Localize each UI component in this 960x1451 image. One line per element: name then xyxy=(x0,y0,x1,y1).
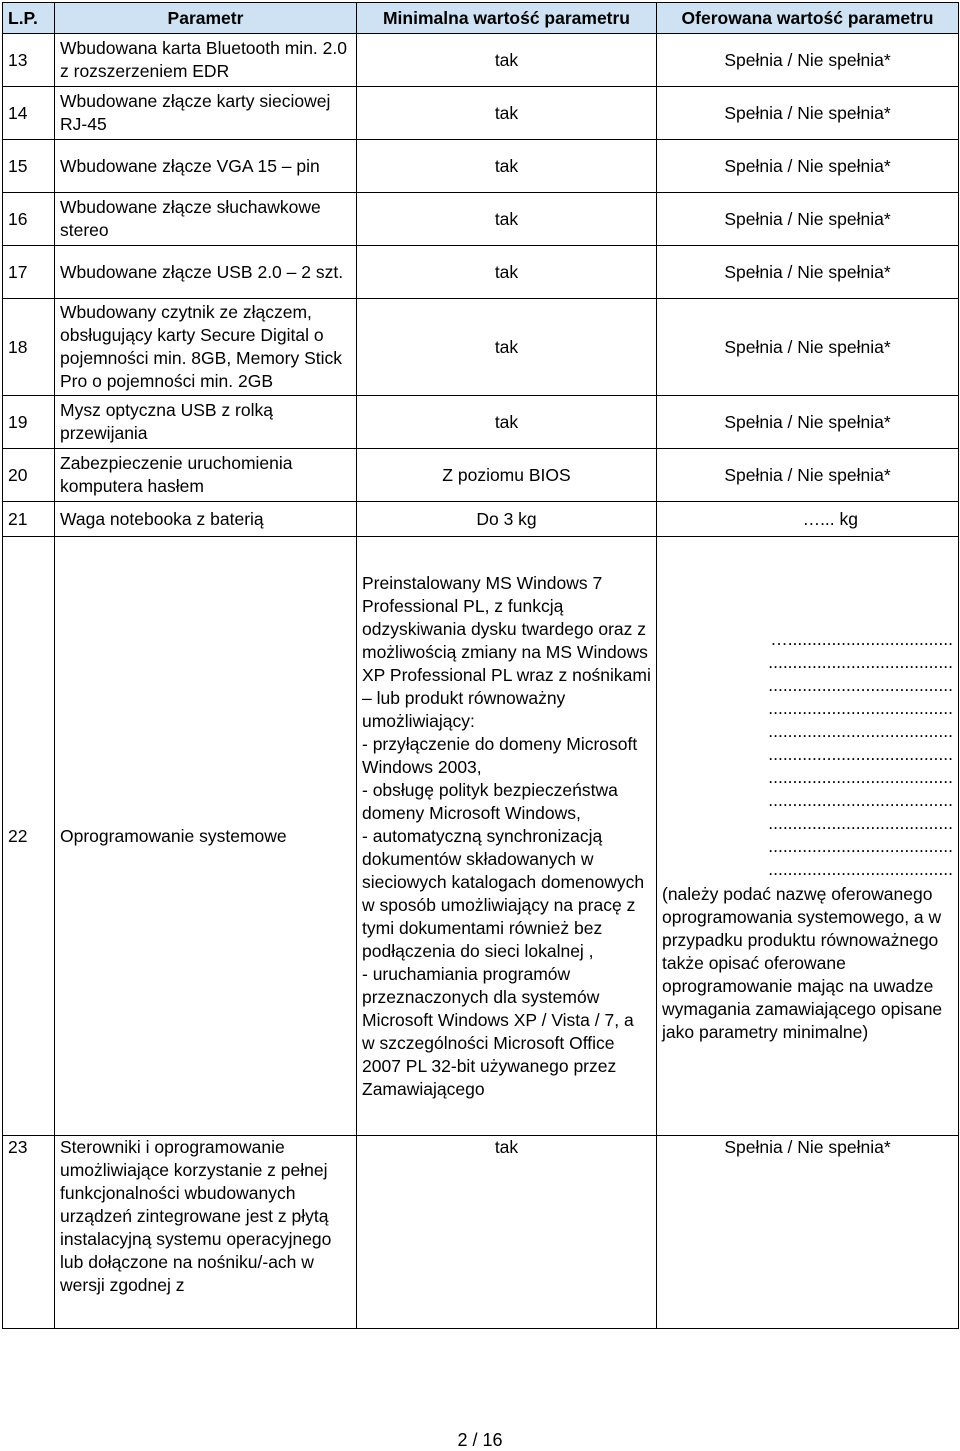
table-row xyxy=(3,396,959,449)
header-offered-value: Oferowana wartość parametru xyxy=(657,3,959,34)
fill-in-line: ...................................... xyxy=(768,767,953,787)
fill-in-line: ...................................... xyxy=(768,790,953,810)
fill-in-line: ...................................... xyxy=(768,721,953,741)
row-offered: Spełnia / Nie spełnia* xyxy=(657,1136,959,1329)
table-row xyxy=(3,449,959,502)
row-minimum: tak xyxy=(357,246,657,299)
fill-in-line: ...................................... xyxy=(768,698,953,718)
row-offered: …... kg xyxy=(657,502,959,537)
row-minimum: tak xyxy=(357,1136,657,1329)
row-minimum: tak xyxy=(357,87,657,140)
row-minimum: tak xyxy=(357,140,657,193)
row-parameter: Mysz optyczna USB z rolką przewijania xyxy=(55,396,357,449)
fill-in-line: ...................................... xyxy=(768,675,953,695)
table-row xyxy=(3,246,959,299)
fill-in-line: ...................................... xyxy=(768,859,953,879)
fill-in-line: ...................................... xyxy=(768,652,953,672)
row-offered: Spełnia / Nie spełnia* xyxy=(657,246,959,299)
row-number: 23 xyxy=(3,1136,55,1329)
row-minimum: Z poziomu BIOS xyxy=(357,449,657,502)
row-offered: Spełnia / Nie spełnia* xyxy=(657,299,959,396)
table-row xyxy=(3,87,959,140)
fill-in-line: ...................................... xyxy=(768,813,953,833)
row-number: 17 xyxy=(3,246,55,299)
fill-in-line: ….................................. xyxy=(770,629,953,649)
row-offered: Spełnia / Nie spełnia* xyxy=(657,87,959,140)
table-row xyxy=(3,299,959,396)
row-parameter: Sterowniki i oprogramowanie umożliwiające korzystanie z pełnej funkcjonalności wbudowanych urządzeń zintegrowane jest z płytą instalacyjną systemu operacyjnego lub dołączone na nośniku/-ach w wersji zgodnej z xyxy=(55,1136,357,1329)
table-row-drivers xyxy=(3,1136,959,1329)
row-parameter: Wbudowana karta Bluetooth min. 2.0 z rozszerzeniem EDR xyxy=(55,34,357,87)
table-row-weight xyxy=(3,502,959,537)
table-row xyxy=(3,140,959,193)
row-parameter: Wbudowane złącze VGA 15 – pin xyxy=(55,140,357,193)
row-parameter: Waga notebooka z baterią xyxy=(55,502,357,537)
row-offered: Spełnia / Nie spełnia* xyxy=(657,193,959,246)
fill-in-line: ...................................... xyxy=(768,744,953,764)
row-number: 20 xyxy=(3,449,55,502)
row-number: 14 xyxy=(3,87,55,140)
header-parameter: Parametr xyxy=(55,3,357,34)
row-parameter: Zabezpieczenie uruchomienia komputera hasłem xyxy=(55,449,357,502)
table-row xyxy=(3,34,959,87)
row-minimum: tak xyxy=(357,396,657,449)
row-number: 19 xyxy=(3,396,55,449)
row-parameter: Wbudowane złącze karty sieciowej RJ-45 xyxy=(55,87,357,140)
offered-os-instruction: (należy podać nazwę oferowanego oprogramowania systemowego, a w przypadku produktu równoważnego także opisać oferowane oprogramowanie mając na uwadze wymagania zamawiającego opisane jako parametry minimalne) xyxy=(662,884,943,1042)
row-minimum: tak xyxy=(357,34,657,87)
row-minimum: Do 3 kg xyxy=(357,502,657,537)
row-offered: Spełnia / Nie spełnia* xyxy=(657,140,959,193)
row-parameter: Wbudowane złącze USB 2.0 – 2 szt. xyxy=(55,246,357,299)
row-offered: Spełnia / Nie spełnia* xyxy=(657,449,959,502)
header-minimum-value: Minimalna wartość parametru xyxy=(357,3,657,34)
row-number: 16 xyxy=(3,193,55,246)
row-number: 15 xyxy=(3,140,55,193)
specification-table xyxy=(2,2,959,1329)
row-parameter: Oprogramowanie systemowe xyxy=(55,537,357,1136)
row-number: 21 xyxy=(3,502,55,537)
row-parameter: Wbudowane złącze słuchawkowe stereo xyxy=(55,193,357,246)
row-number: 13 xyxy=(3,34,55,87)
row-minimum: tak xyxy=(357,193,657,246)
row-offered-os xyxy=(657,537,959,1136)
row-number: 18 xyxy=(3,299,55,396)
row-offered: Spełnia / Nie spełnia* xyxy=(657,34,959,87)
table-header-row xyxy=(3,3,959,34)
header-lp: L.P. xyxy=(3,3,55,34)
os-description-text: Preinstalowany MS Windows 7 Professional PL, z funkcją odzyskiwania dysku twardego oraz z możliwością zmiany na MS Windows XP Professional PL wraz z nośnikami – lub produkt równoważny umożliwiający: - przyłączenie do domeny Microsoft Windows 2003, - obsługę polityk bezpieczeństwa domeny Microsoft Windows, - automatyczną synchronizacją dokumentów składowanych w sieciowych katalogach domenowych w sposób umożliwiający na pracę z tymi dokumentami również bez podłączenia do sieci lokalnej , - uruchamiania programów przeznaczonych dla systemów Microsoft Windows XP / Vista / 7, a w szczególności Microsoft Office 2007 PL 32-bit używanego przez Zamawiającego xyxy=(362,572,651,1099)
row-offered: Spełnia / Nie spełnia* xyxy=(657,396,959,449)
row-minimum-os-description xyxy=(357,537,657,1136)
fill-in-line: ...................................... xyxy=(768,836,953,856)
row-parameter: Wbudowany czytnik ze złączem, obsługujący karty Secure Digital o pojemności min. 8GB, Memory Stick Pro o pojemności min. 2GB xyxy=(55,299,357,396)
row-number: 22 xyxy=(3,537,55,1136)
row-minimum: tak xyxy=(357,299,657,396)
table-row xyxy=(3,193,959,246)
table-row-operating-system xyxy=(3,537,959,1136)
page-number: 2 / 16 xyxy=(457,1430,503,1450)
